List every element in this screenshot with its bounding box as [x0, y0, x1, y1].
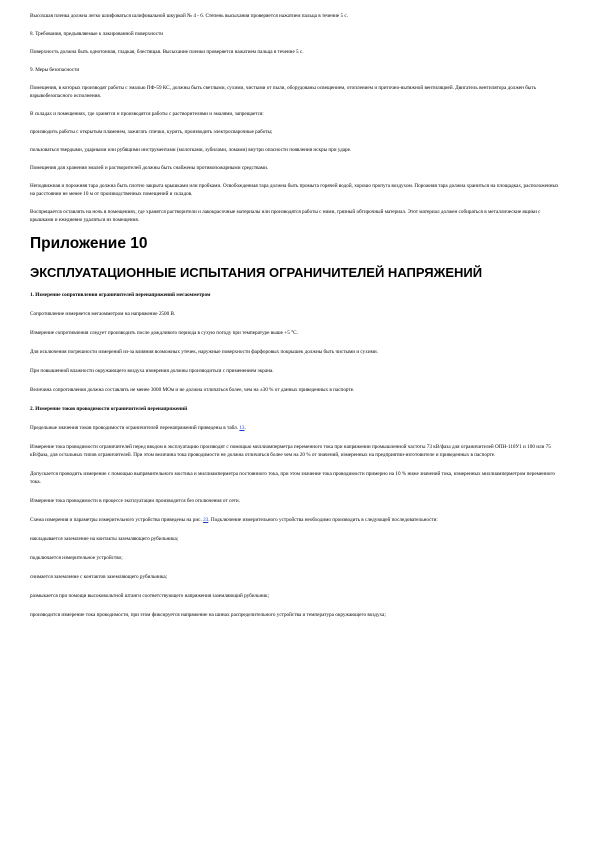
- scheme-text: Схема измерения и параметры измерительного устройства приведены на рис.: [30, 517, 204, 523]
- section-heading-safety: 9. Меры безопасности: [30, 67, 80, 73]
- step-apply-grounding: накладывается заземление на контакты заземляющего рубильника;: [30, 536, 179, 542]
- paragraph-drying: Высохшая пленка должна легко шлифоваться шлифовальной шкуркой № 4 - 6. Степень высыхания проверяется нажатием пальца в течение 5 с.: [30, 13, 348, 19]
- paragraph-open-flame: производить работы с открытым пламенем, зажигать спички, курить, производить электросварочные работы;: [30, 129, 273, 135]
- paragraph-megohmmeter: Сопротивление измеряется мегаомметром на напряжение 2500 В.: [30, 311, 176, 317]
- figure-23-link[interactable]: 23: [203, 517, 209, 523]
- scheme-text-end: . Подключение измерительного устройства необходимо производить в следующей последовательности:: [208, 517, 438, 523]
- paragraph-resistance-value: Величина сопротивления должна составлять не менее 3000 МОм и не должна отличаться более, чем на ±30 % от данных приведенных в паспорте.: [30, 387, 355, 393]
- limit-values-end: .: [244, 425, 246, 431]
- paragraph-surface: Поверхность должна быть однотонная, гладкая, блестящая. Высыхание пленки проверяется нажатием пальца в течение 5 с.: [30, 49, 304, 55]
- paragraph-prohibited: В складах и помещениях, где хранятся и производятся работы с растворителями и эмалями, запрещается:: [30, 111, 264, 117]
- paragraph-measure-timing: Измерение сопротивления следует производить после дождливого периода в сухую погоду при температуре выше +5 °С.: [30, 330, 298, 336]
- paragraph-containers: Неподвижная и порожняя тара должна быть плотно закрыта крышками или пробками. Освобожденная тара должна быть промыта горячей водой, хорошо пропуга воздухом. Порожняя тара должна храниться на площадках, расположенных на расстоянии не менее 10 м от производственных помещений и складов.: [30, 183, 559, 197]
- section-heading-lacquer-requirements: 8. Требования, предъявляемые к лакированной поверхности: [30, 31, 164, 37]
- paragraph-rags: Воспрещается оставлять на ночь в помещениях, где хранятся растворители и лакокрасочные материалы или производятся работы с ними, грязный обтирочный материал. Этот материал должен собираться в металлические ящики с крышками и ежедневно удаляться из помещения.: [30, 209, 541, 223]
- section-title: ЭКСПЛУАТАЦИОННЫЕ ИСПЫТАНИЯ ОГРАНИЧИТЕЛЕЙ НАПРЯЖЕНИЙ: [30, 265, 483, 280]
- appendix-title: Приложение 10: [30, 235, 148, 252]
- step-open-switch: размыкается при помощи высоковольтной штанги соответствующего напряжения заземляющий рубильник;: [30, 593, 270, 599]
- step-measure-current: производится измерение тока проводимости, при этом фиксируется напряжение на шинах распределительного устройства и температура окружающего воздуха;: [30, 612, 386, 618]
- paragraph-humidity: При повышенной влажности окружающего воздуха измерения должны производиться с применением экрана.: [30, 368, 274, 374]
- limit-values-text: Предельные значения токов проводимости ограничителей перенапряжений приведены в табл.: [30, 425, 240, 431]
- paragraph-ac-measurement: Измерение тока проводимости ограничителей перед вводом в эксплуатацию производят с помощью миллиамперметра переменного тока при напряжении промышленной частоты 73 кВ/фаза для ограничителей ОПН-110У1 и 100 или 75 кВ/фаза, для остальных типов ограничителей. При этом величина тока проводимости не должна отличаться более чем на 20 % от значений, измеренных на предприятии-изготовителе и приведенных в паспорте.: [30, 444, 551, 458]
- paragraph-tools: пользоваться твердыми, ударными или рубящими инструментами (молотками, зубилами, ломами) внутри опасности появления искры при ударе.: [30, 147, 352, 153]
- subsection-heading-conduction-current: 2. Измерение токов проводимости ограничителей перенапряжений: [30, 406, 188, 412]
- subsection-heading-resistance: 1. Измерение сопротивления ограничителей перенапряжений мегаомметром: [30, 292, 211, 298]
- table-13-link[interactable]: 13: [239, 425, 245, 431]
- paragraph-fire-equipment: Помещения для хранения эмалей и растворителей должны быть снабжены противопожарными средствами.: [30, 165, 269, 171]
- paragraph-premises: Помещения, в которых производят работы с эмалью ПФ-59 КС, должны быть светлыми, сухими, чистыми от пыли, оборудованы освещением, отоплением и приточно-вытяжной вентиляцией. Двигатель вентилятора должен быть взрывобезопасного исполнения.: [30, 85, 536, 99]
- step-connect-device: подключается измерительное устройство;: [30, 555, 123, 561]
- paragraph-scheme: [30, 516, 559, 524]
- step-remove-grounding: снимается заземление с контактов заземляющего рубильника;: [30, 574, 168, 580]
- paragraph-limit-values: [30, 424, 559, 432]
- paragraph-dc-bridge: Допускается проводить измерение с помощью выпрямительного мостика и миллиамперметра постоянного тока, при этом значение тока проводимости примерно на 10 % ниже значений тока, измеренных миллиамперметром переменного тока.: [30, 471, 555, 485]
- paragraph-leakage: Для исключения погрешности измерений из-за влияния возможных утечек, наружные поверхности фарфоровых покрышек должны быть чистыми и сухими.: [30, 349, 378, 355]
- paragraph-in-service: Измерение тока проводимости в процессе эксплуатации производится без отключения от сети.: [30, 498, 240, 504]
